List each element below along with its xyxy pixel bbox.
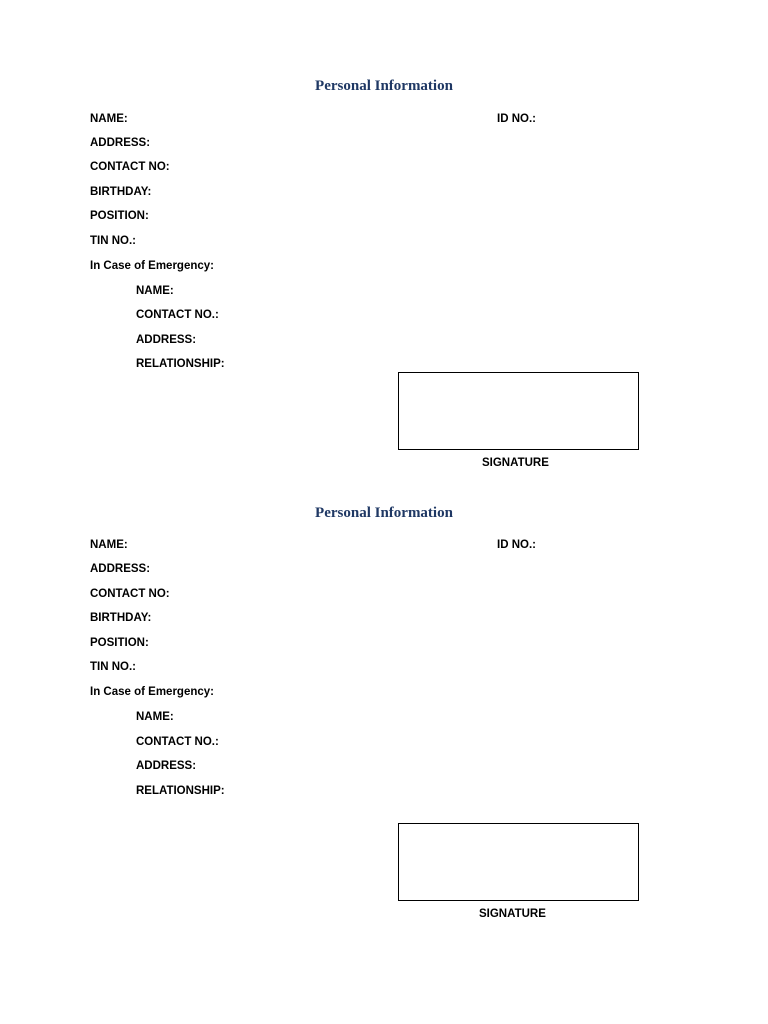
emergency-heading: In Case of Emergency: xyxy=(90,260,214,272)
emergency-relationship-label: RELATIONSHIP: xyxy=(136,358,225,370)
birthday-label: BIRTHDAY: xyxy=(90,186,152,198)
emergency-address-label: ADDRESS: xyxy=(136,334,197,346)
address-label: ADDRESS: xyxy=(90,563,151,575)
signature-box[interactable] xyxy=(398,372,639,450)
tin-no-label: TIN NO.: xyxy=(90,235,136,247)
birthday-label: BIRTHDAY: xyxy=(90,612,152,624)
position-label: POSITION: xyxy=(90,637,149,649)
address-label: ADDRESS: xyxy=(90,137,151,149)
contact-no-label: CONTACT NO: xyxy=(90,588,170,600)
id-no-label: ID NO.: xyxy=(497,539,536,551)
emergency-contact-no-label: CONTACT NO.: xyxy=(136,736,219,748)
form-title: Personal Information xyxy=(315,78,453,94)
position-label: POSITION: xyxy=(90,210,149,222)
emergency-address-label: ADDRESS: xyxy=(136,760,197,772)
name-label: NAME: xyxy=(90,539,128,551)
contact-no-label: CONTACT NO: xyxy=(90,161,170,173)
signature-label: SIGNATURE xyxy=(479,908,546,920)
tin-no-label: TIN NO.: xyxy=(90,661,136,673)
emergency-name-label: NAME: xyxy=(136,285,174,297)
emergency-contact-no-label: CONTACT NO.: xyxy=(136,309,219,321)
form-title: Personal Information xyxy=(315,505,453,521)
emergency-heading: In Case of Emergency: xyxy=(90,686,214,698)
name-label: NAME: xyxy=(90,113,128,125)
emergency-name-label: NAME: xyxy=(136,711,174,723)
id-no-label: ID NO.: xyxy=(497,113,536,125)
emergency-relationship-label: RELATIONSHIP: xyxy=(136,785,225,797)
signature-label: SIGNATURE xyxy=(482,457,549,469)
signature-box[interactable] xyxy=(398,823,639,901)
